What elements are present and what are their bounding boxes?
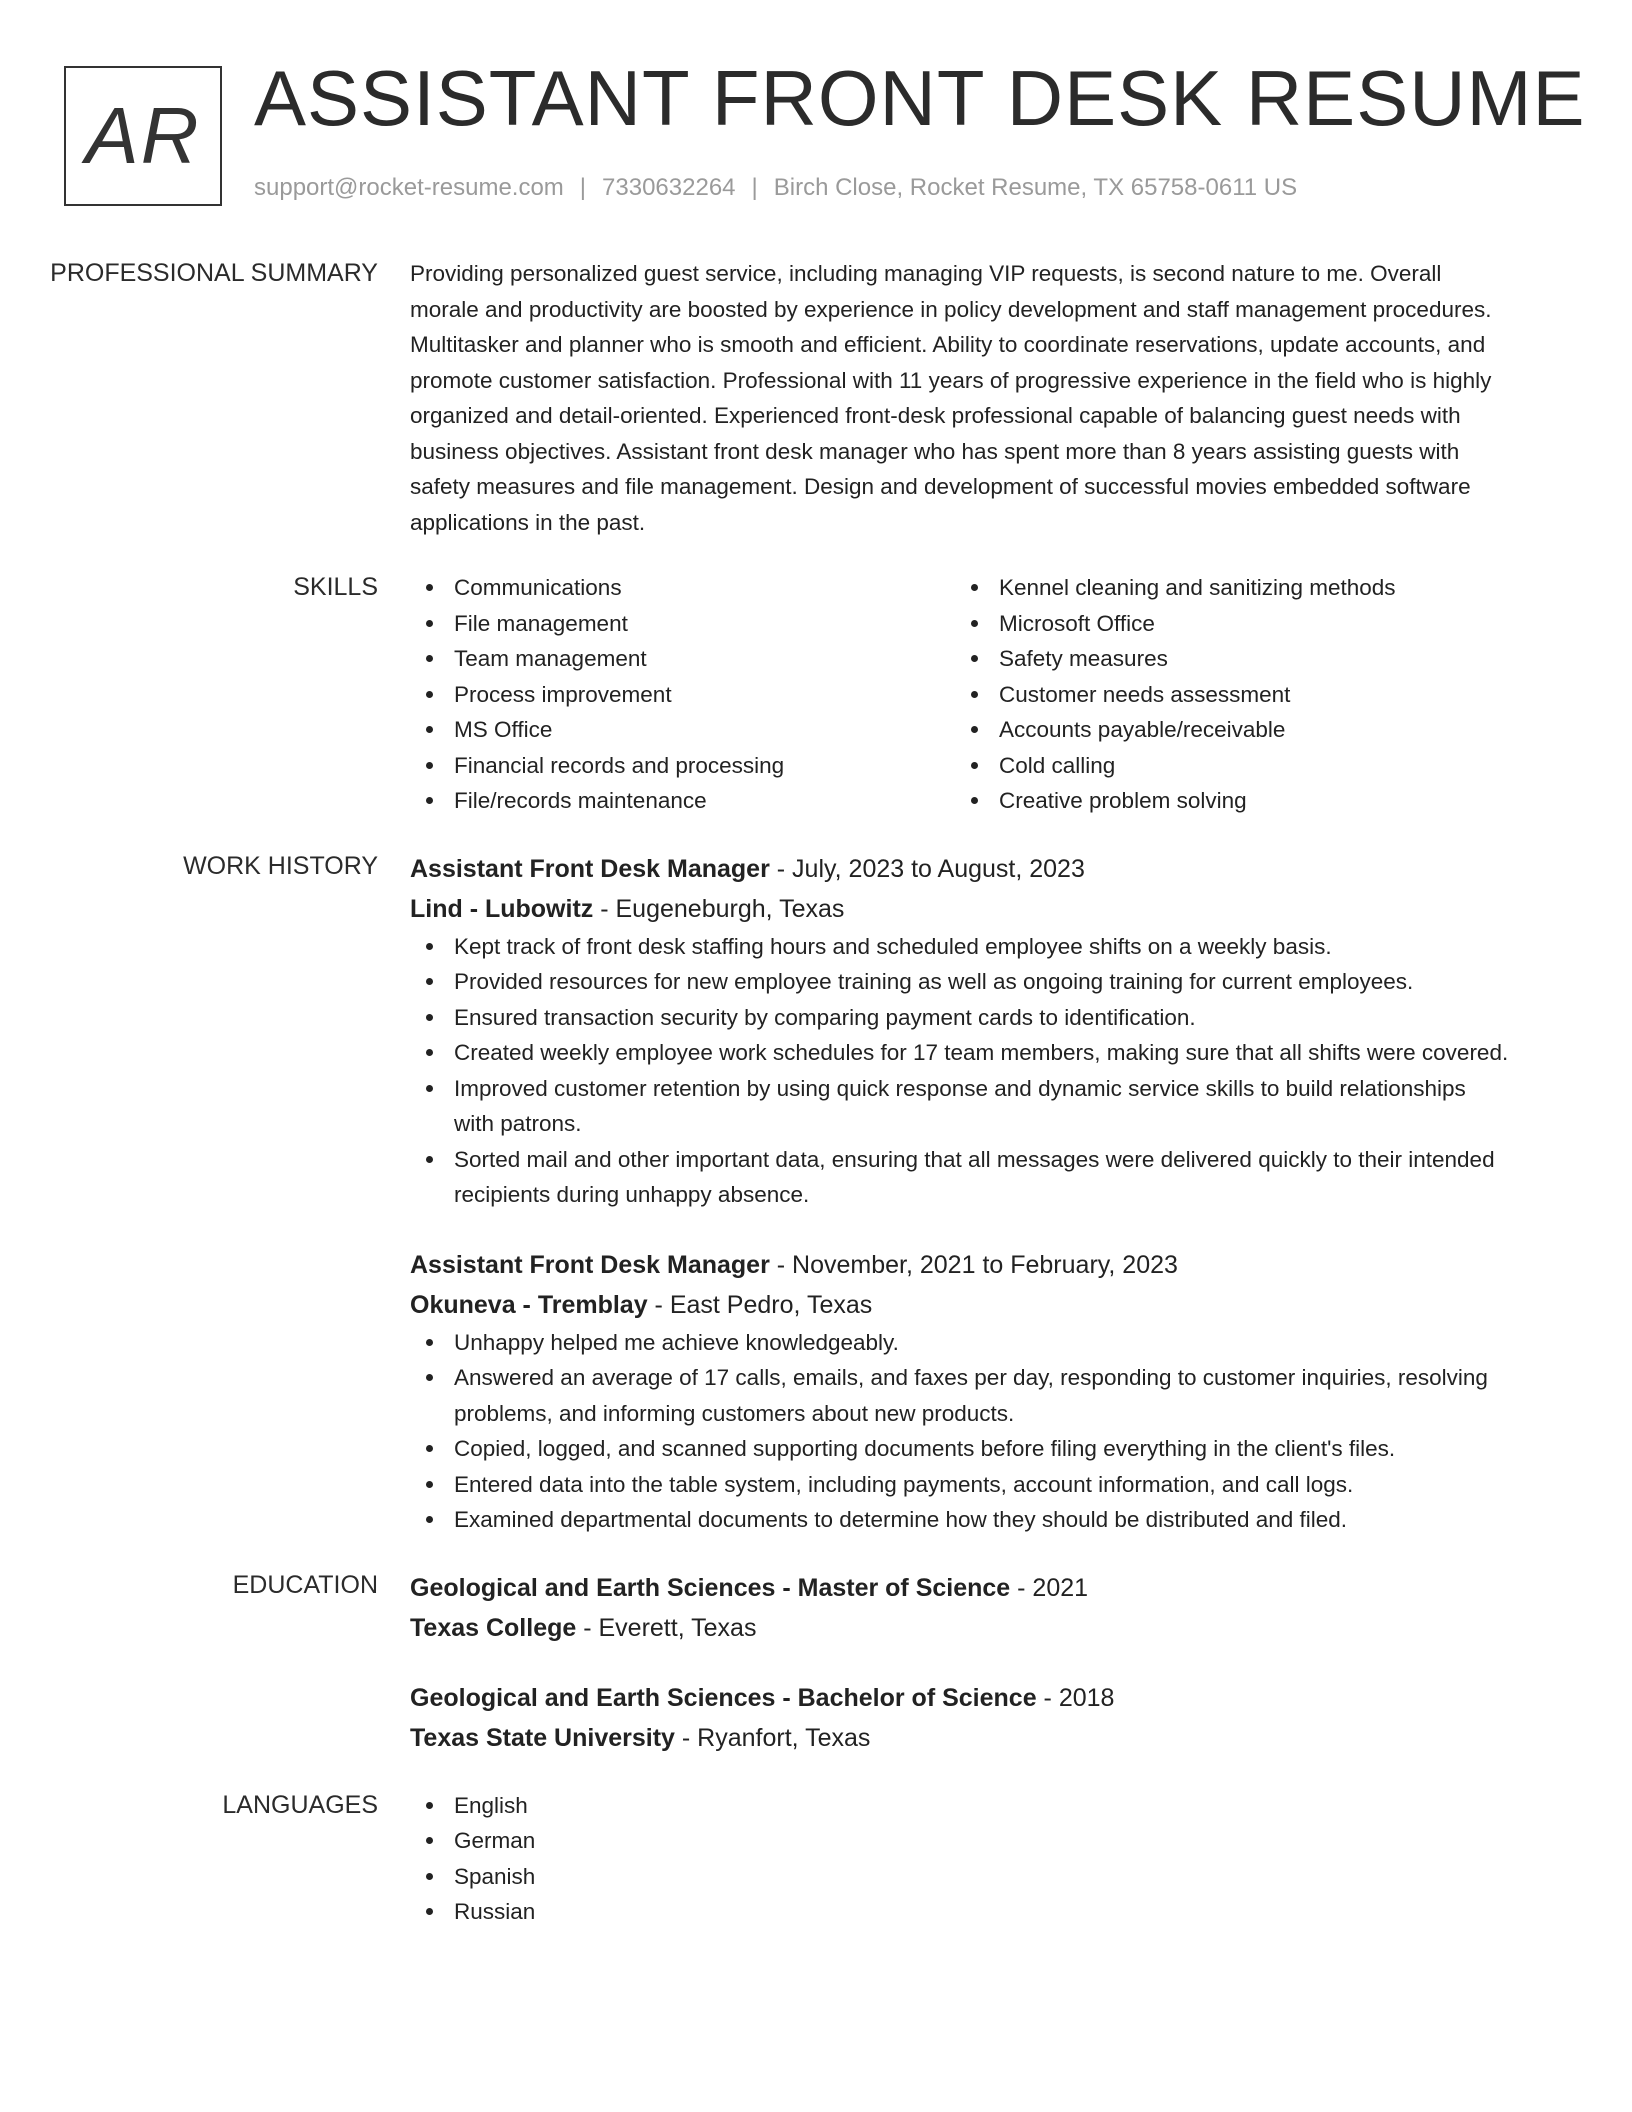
education-entry [410,1678,1510,1758]
section-work-history [0,849,1632,1538]
language-item: German [454,1823,1510,1859]
job-company: Lind - Lubowitz [410,894,594,923]
education-school: Texas College [410,1613,577,1642]
education-school: Texas State University [410,1723,675,1752]
section-body [410,256,1510,540]
job-dates: - July, 2023 to August, 2023 [769,854,1085,883]
job-location: - Eugeneburgh, Texas [593,894,845,923]
contact-separator: | [751,174,758,201]
education-school-line [410,1608,1510,1648]
section-label: LANGUAGES [222,1790,378,1819]
skill-item: Communications [454,570,955,606]
job-duties-list [410,929,1510,1213]
education-location: - Ryanfort, Texas [674,1723,871,1752]
job-duty: Improved customer retention by using quick response and dynamic service skills to build relationships with patrons. [454,1071,1510,1142]
job-duty: Unhappy helped me achieve knowledgeably. [454,1325,1510,1361]
resume-sections [0,256,1632,1960]
education-location: - Everett, Texas [576,1613,757,1642]
section-body [410,849,1510,1538]
job-duties-list [410,1325,1510,1538]
contact-email: support@rocket-resume.com [254,174,564,201]
monogram-logo: AR [64,66,222,206]
skill-item: Customer needs assessment [999,677,1500,713]
education-year: - 2021 [1010,1573,1089,1602]
skill-item: Kennel cleaning and sanitizing methods [999,570,1500,606]
skill-item: Safety measures [999,641,1500,677]
contact-separator: | [579,174,587,201]
section-label: PROFESSIONAL SUMMARY [50,259,378,287]
language-item: Russian [454,1894,1510,1930]
language-item: English [454,1788,1510,1824]
job-title: Assistant Front Desk Manager [410,854,770,883]
job-entry [410,1245,1510,1538]
skill-item: File/records maintenance [454,783,955,819]
section-label: SKILLS [293,573,378,601]
section-skills [0,570,1632,819]
education-degree-line [410,1568,1510,1608]
education-degree-line [410,1678,1510,1718]
education-year: - 2018 [1036,1683,1115,1712]
section-education [0,1568,1632,1758]
skills-columns [410,570,1510,819]
job-duty: Examined departmental documents to determine how they should be distributed and filed. [454,1502,1510,1538]
job-duty: Copied, logged, and scanned supporting documents before filing everything in the client's files. [454,1431,1510,1467]
summary-text: Providing personalized guest service, including managing VIP requests, is second nature to me. Overall morale and productivity are boosted by experience in policy development and staff management procedures. Multitasker and planner who is smooth and efficient. Ability to coordinate reservations, update accounts, and promote customer satisfaction. Professional with 11 years of progressive experience in the field who is highly organized and detail-oriented. Experienced front-desk professional capable of balancing guest needs with business objectives. Assistant front desk manager who has spent more than 8 years assisting guests with safety measures and file management. Design and development of successful movies embedded software applications in the past. [410,261,1492,535]
education-school-line [410,1718,1510,1758]
job-company-line [410,1285,1510,1325]
job-duty: Provided resources for new employee training as well as ongoing training for current employees. [454,964,1510,1000]
skill-item: MS Office [454,712,955,748]
language-item: Spanish [454,1859,1510,1895]
skill-item: File management [454,606,955,642]
contact-address: Birch Close, Rocket Resume, TX 65758-0611 US [773,174,1298,201]
languages-list [410,1788,1510,1930]
skill-item: Team management [454,641,955,677]
skills-list-left [410,570,955,819]
job-duty: Entered data into the table system, including payments, account information, and call logs. [454,1467,1510,1503]
section-body [410,1568,1510,1758]
job-title: Assistant Front Desk Manager [410,1250,770,1279]
job-dates: - November, 2021 to February, 2023 [769,1250,1178,1279]
skills-list-right [955,570,1500,819]
contact-phone: 7330632264 [602,174,736,201]
job-duty: Kept track of front desk staffing hours and scheduled employee shifts on a weekly basis. [454,929,1510,965]
job-company-line [410,889,1510,929]
section-body [410,1788,1510,1930]
section-languages [0,1788,1632,1930]
contact-line [254,174,1297,202]
skill-item: Creative problem solving [999,783,1500,819]
job-title-line [410,849,1510,889]
section-professional-summary [0,256,1632,540]
skill-item: Process improvement [454,677,955,713]
job-title-line [410,1245,1510,1285]
job-duty: Answered an average of 17 calls, emails, and faxes per day, responding to customer inquiries, resolving problems, and informing customers about new products. [454,1360,1510,1431]
skill-item: Accounts payable/receivable [999,712,1500,748]
section-label: EDUCATION [232,1570,378,1599]
job-duty: Created weekly employee work schedules for 17 team members, making sure that all shifts were covered. [454,1035,1510,1071]
job-location: - East Pedro, Texas [647,1290,873,1319]
job-company: Okuneva - Tremblay [410,1290,648,1319]
education-degree: Geological and Earth Sciences - Master of Science [410,1573,1011,1602]
skill-item: Financial records and processing [454,748,955,784]
job-entry [410,849,1510,1213]
job-duty: Sorted mail and other important data, ensuring that all messages were delivered quickly to their intended recipients during unhappy absence. [454,1142,1510,1213]
education-entry [410,1568,1510,1648]
skill-item: Cold calling [999,748,1500,784]
education-degree: Geological and Earth Sciences - Bachelor of Science [410,1683,1037,1712]
section-label: WORK HISTORY [183,851,378,880]
job-duty: Ensured transaction security by comparing payment cards to identification. [454,1000,1510,1036]
resume-title: ASSISTANT FRONT DESK RESUME [254,54,1586,142]
skill-item: Microsoft Office [999,606,1500,642]
